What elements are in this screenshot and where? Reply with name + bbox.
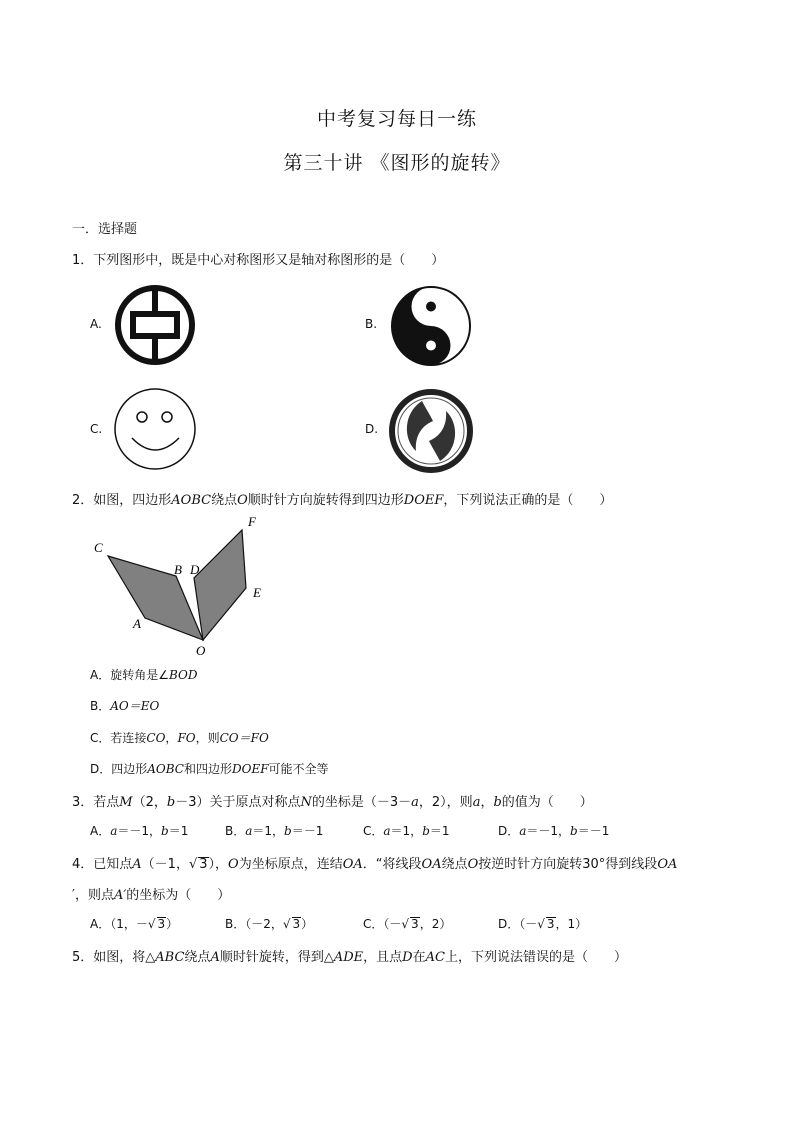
q3-var: a <box>411 795 419 810</box>
option-var: CO <box>146 731 166 745</box>
option-text: A． <box>90 824 111 838</box>
q5-stem-text: ，且点 <box>363 950 403 965</box>
q3-var: N <box>300 795 312 810</box>
q4-option-b: B．（－2，√ 3） <box>225 917 314 931</box>
option-text: 和四边形 <box>183 762 232 776</box>
q3-var: a <box>472 795 481 810</box>
q2-var: DOEF <box>403 493 444 508</box>
option-text: D．（－ <box>498 917 538 931</box>
q4-var: A′ <box>113 888 127 903</box>
option-text: ＝1， <box>390 824 423 838</box>
option-text: D．四边形 <box>90 762 148 776</box>
q5-stem-text: 顺时针旋转，得到△ <box>219 950 334 965</box>
diagram-label-d: D <box>190 562 200 577</box>
q2-stem <box>72 489 612 508</box>
option-var: b <box>422 824 430 838</box>
q5-stem-text: 在 <box>412 950 426 965</box>
q2-stem-text: 绕点 <box>211 493 238 508</box>
q3-stem-text: 的坐标是（－3－ <box>311 795 412 810</box>
section-heading: 一．选择题 <box>72 222 138 237</box>
q4-var: O <box>467 857 479 872</box>
option-sqrt: 3 <box>157 917 166 931</box>
diagram-label-a: A <box>133 616 141 631</box>
q3-stem-text: 3．若点 <box>72 795 120 810</box>
option-text: A．旋转角是∠ <box>90 668 169 682</box>
option-var: a <box>110 824 118 838</box>
option-text: B． <box>90 699 111 713</box>
option-text: ， <box>165 731 178 745</box>
q4-var: O <box>228 857 239 872</box>
doc-subtitle: 第三十讲 《图形的旋转》 <box>283 152 511 174</box>
q5-var: A <box>210 950 220 965</box>
option-text: C． <box>363 824 384 838</box>
smiley-face-icon <box>112 386 198 472</box>
option-var: FO <box>177 731 196 745</box>
q4-option-d: D．（－√ 3，1） <box>498 917 588 931</box>
option-text: ，2） <box>419 917 452 931</box>
option-var: b <box>284 824 292 838</box>
q2-rotation-diagram <box>88 510 278 660</box>
option-text: ） <box>166 917 179 931</box>
option-text: C．（－ <box>363 917 402 931</box>
q1-option-c-label: C. <box>90 422 103 436</box>
swirl-emblem-icon <box>389 389 473 473</box>
q5-var: D <box>402 950 413 965</box>
q3-stem-text: ，2），则 <box>418 795 473 810</box>
diagram-label-c: C <box>94 540 103 555</box>
diagram-label-b: B <box>174 562 182 577</box>
q3-stem-text: （2， <box>132 795 167 810</box>
q5-stem-text: 5．如图，将△ <box>72 950 156 965</box>
q3-stem <box>72 791 593 810</box>
q3-option-c <box>363 822 450 839</box>
option-text: 可能不全等 <box>268 762 329 776</box>
q4-stem-text: （－1， <box>141 857 189 872</box>
q2-option-a <box>90 666 197 683</box>
option-text: A．（1，－ <box>90 917 148 931</box>
yin-yang-icon <box>389 284 473 368</box>
option-sqrt: 3 <box>292 917 301 931</box>
q1-option-b-label: B. <box>365 317 378 331</box>
option-var: DOEF <box>232 762 269 776</box>
q4-stem-text: ′，则点 <box>72 888 114 903</box>
option-text: ＝1， <box>252 824 285 838</box>
option-text: C．若连接 <box>90 731 147 745</box>
option-var: AOBC <box>147 762 184 776</box>
q4-stem-text: 4．已知点 <box>72 857 133 872</box>
q4-sqrt: 3 <box>199 857 208 872</box>
q2-var: O <box>237 493 248 508</box>
option-text: ，则 <box>195 731 220 745</box>
q5-stem-text: 上，下列说法错误的是（ ） <box>444 950 627 965</box>
q5-stem <box>72 946 627 965</box>
q4-option-c: C．（－√ 3，2） <box>363 917 452 931</box>
q3-option-a <box>90 822 188 839</box>
q4-var: A <box>132 857 142 872</box>
option-var: a <box>245 824 253 838</box>
q1-option-d-label: D. <box>365 422 379 436</box>
option-text: ＝1 <box>168 824 189 838</box>
q4-stem-text: 绕点 <box>441 857 468 872</box>
q2-stem-text: ，下列说法正确的是（ ） <box>443 493 613 508</box>
option-text: B．（－2， <box>225 917 283 931</box>
diagram-label-f: F <box>248 514 256 529</box>
option-var: BOD <box>168 668 198 682</box>
q5-var: ADE <box>333 950 364 965</box>
option-text: B． <box>225 824 246 838</box>
q1-option-a-label: A. <box>90 317 102 331</box>
q2-stem-text: 顺时针方向旋转得到四边形 <box>247 493 404 508</box>
doc-title: 中考复习每日一练 <box>316 108 477 130</box>
q3-option-b <box>225 822 323 839</box>
q2-option-b <box>90 697 159 714</box>
q4-stem-text: 的坐标为（ ） <box>126 888 231 903</box>
diagram-label-e: E <box>253 585 261 600</box>
q3-var: b <box>493 795 502 810</box>
coin-symbol-icon <box>113 283 197 367</box>
option-text: ，1） <box>555 917 588 931</box>
q3-stem-text: －3）关于原点对称点 <box>175 795 301 810</box>
q3-stem-text: ， <box>480 795 494 810</box>
q3-stem-text: 的值为（ ） <box>501 795 593 810</box>
q3-var: M <box>119 795 133 810</box>
q4-var: OA <box>657 857 678 872</box>
option-var: b <box>570 824 578 838</box>
q2-stem-text: 2．如图，四边形 <box>72 493 172 508</box>
q2-option-d <box>90 760 329 777</box>
q4-var: OA <box>342 857 363 872</box>
q2-var: AOBC <box>171 493 212 508</box>
q3-var: b <box>166 795 176 810</box>
q4-var: OA <box>421 857 442 872</box>
option-sqrt: 3 <box>411 917 419 931</box>
q4-stem-line2 <box>72 884 230 903</box>
option-sqrt: 3 <box>546 917 555 931</box>
q2-option-c <box>90 729 269 746</box>
option-var: CO＝FO <box>219 731 269 745</box>
option-text: ） <box>301 917 314 931</box>
diagram-label-o: O <box>196 643 206 658</box>
q5-var: AC <box>425 950 445 965</box>
q5-var: ABC <box>155 950 185 965</box>
option-text: ＝1 <box>429 824 450 838</box>
q1-stem: 1．下列图形中，既是中心对称图形又是轴对称图形的是（ ） <box>72 253 445 268</box>
q3-option-d <box>498 822 609 839</box>
option-var: a <box>383 824 391 838</box>
option-text: ＝－1， <box>117 824 162 838</box>
option-var: b <box>161 824 169 838</box>
q4-stem-text: ．“将线段 <box>362 857 422 872</box>
q5-stem-text: 绕点 <box>184 950 211 965</box>
q4-stem-text: ）， <box>208 857 229 872</box>
option-text: ＝－1 <box>291 824 324 838</box>
q4-stem-line1: 4．已知点A（－1，√ 3），O为坐标原点，连结OA．“将线段OA绕点O按逆时针方向旋转30°得到线段OA <box>72 857 678 872</box>
q4-stem-text: 为坐标原点，连结 <box>238 857 343 872</box>
q4-stem-text: 按逆时针方向旋转30°得到线段 <box>478 857 658 872</box>
option-text: ＝－1， <box>526 824 571 838</box>
option-var: AO＝EO <box>110 699 160 713</box>
option-text: D． <box>498 824 520 838</box>
option-var: a <box>519 824 527 838</box>
q4-option-a: A．（1，－√ 3） <box>90 917 179 931</box>
option-text: ＝－1 <box>577 824 610 838</box>
